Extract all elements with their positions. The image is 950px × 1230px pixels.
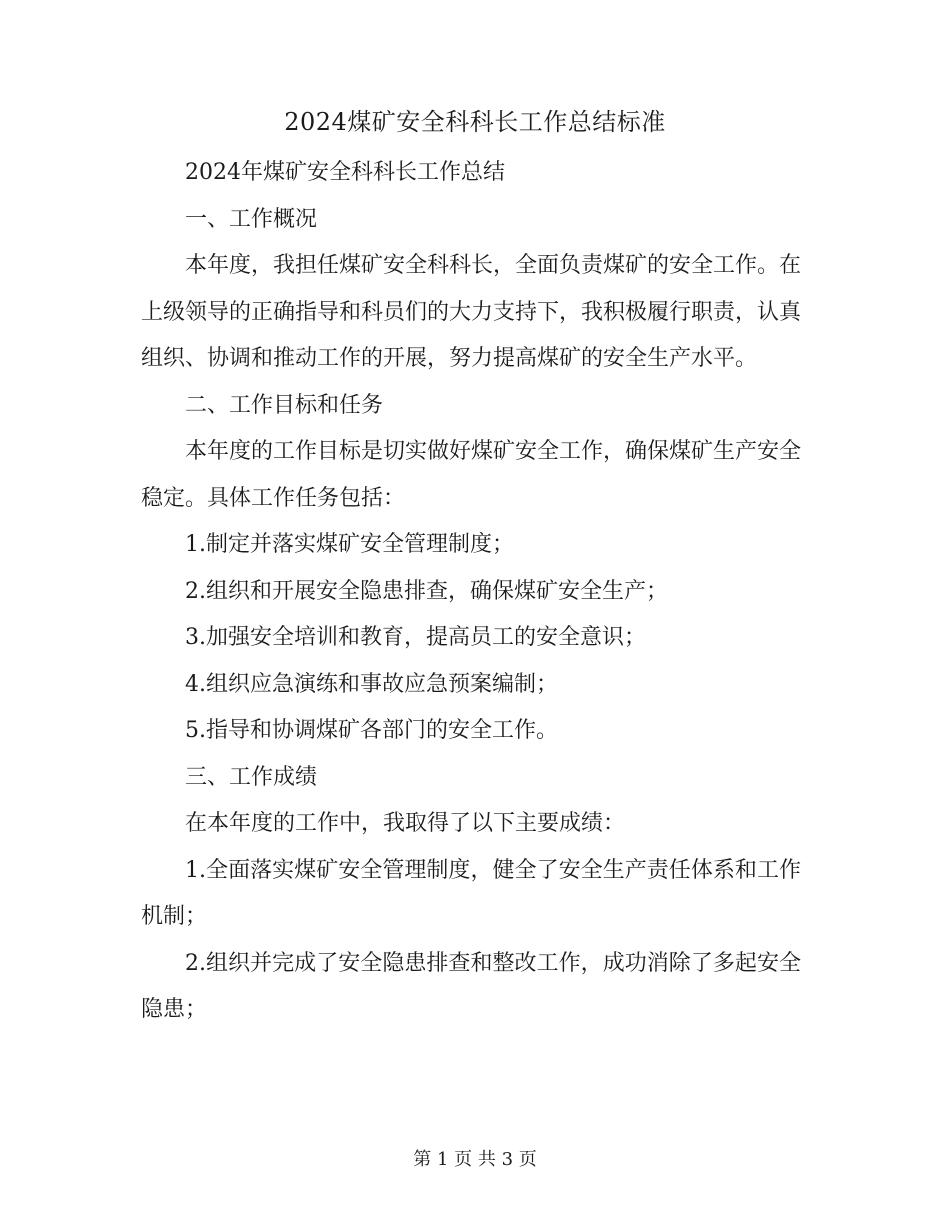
list-item-goal-5: 5.指导和协调煤矿各部门的安全工作。 bbox=[185, 718, 558, 743]
list-item-achievement-1: 1.全面落实煤矿安全管理制度，健全了安全生产责任体系和工作机制； bbox=[141, 857, 801, 929]
list-item-goal-2: 2.组织和开展安全隐患排查，确保煤矿安全生产； bbox=[185, 578, 668, 604]
section-heading-goals: 二、工作目标和任务 bbox=[185, 392, 384, 418]
paragraph-achievements: 在本年度的工作中，我取得了以下主要成绩： bbox=[185, 811, 626, 836]
section-heading-achievements: 三、工作成绩 bbox=[185, 764, 318, 790]
document-body bbox=[141, 150, 801, 1034]
paragraph-goals: 本年度的工作目标是切实做好煤矿安全工作，确保煤矿生产安全稳定。具体工作任务包括： bbox=[141, 439, 802, 511]
list-item-goal-1: 1.制定并落实煤矿安全管理制度； bbox=[185, 532, 514, 557]
document-title: 2024煤矿安全科科长工作总结标准 bbox=[284, 108, 666, 136]
list-item-goal-3: 3.加强安全培训和教育，提高员工的安全意识； bbox=[185, 625, 646, 650]
paragraph-overview: 本年度，我担任煤矿安全科科长，全面负责煤矿的安全工作。在上级领导的正确指导和科员们的大力支持下，我积极履行职责，认真组织、协调和推动工作的开展，努力提高煤矿的安全生产水平。 bbox=[141, 253, 802, 371]
doc-subtitle: 2024年煤矿安全科科长工作总结 bbox=[185, 160, 505, 185]
page-number: 第 1 页 共 3 页 bbox=[413, 1149, 537, 1170]
list-item-achievement-2: 2.组织并完成了安全隐患排查和整改工作，成功消除了多起安全隐患； bbox=[141, 950, 801, 1022]
list-item-goal-4: 4.组织应急演练和事故应急预案编制； bbox=[185, 671, 558, 697]
section-heading-overview: 一、工作概况 bbox=[185, 206, 318, 232]
